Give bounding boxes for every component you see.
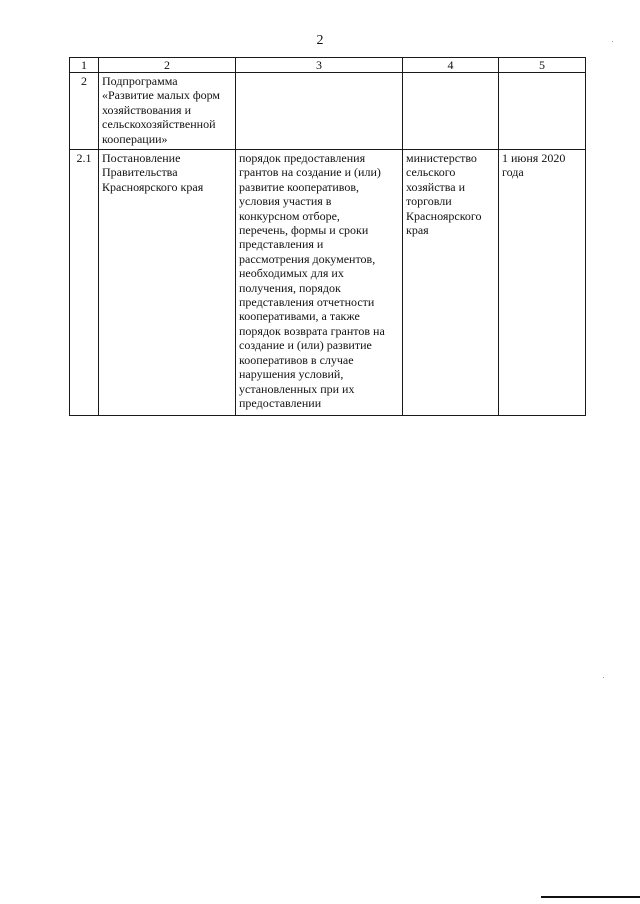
column-header: 1	[70, 58, 99, 73]
content-cell: порядок предоставления грантов на создание и (или) развитие кооперативов, условия участия в конкурсном отборе, перечень, формы и сроки представления и рассмотрения документов, необходимых для их получения, порядок представления отчетности кооперативами, а также порядок возврата грантов на создание и (или) развитие кооперативов в случае нарушения условий, установленных при их предоставлении	[236, 150, 403, 416]
column-header: 2	[99, 58, 236, 73]
row-number: 2	[70, 73, 99, 150]
column-header: 4	[403, 58, 499, 73]
table-row	[70, 73, 586, 150]
responsible-cell	[403, 73, 499, 150]
column-header: 3	[236, 58, 403, 73]
measure-name-cell: Подпрограмма «Развитие малых форм хозяйствования и сельскохозяйственной кооперации»	[99, 73, 236, 150]
scan-speck	[603, 677, 604, 678]
scan-speck	[612, 41, 613, 42]
deadline-cell: 1 июня 2020 года	[499, 150, 586, 416]
deadline-cell	[499, 73, 586, 150]
bottom-rule-line	[541, 896, 640, 898]
column-header: 5	[499, 58, 586, 73]
table-row	[70, 150, 586, 416]
document-table	[69, 57, 586, 416]
row-number: 2.1	[70, 150, 99, 416]
page-number: 2	[316, 33, 324, 48]
responsible-cell: министерство сельского хозяйства и торговли Красноярского края	[403, 150, 499, 416]
table-header-row	[70, 58, 586, 73]
measure-name-cell: Постановление Правительства Красноярского края	[99, 150, 236, 416]
content-cell	[236, 73, 403, 150]
